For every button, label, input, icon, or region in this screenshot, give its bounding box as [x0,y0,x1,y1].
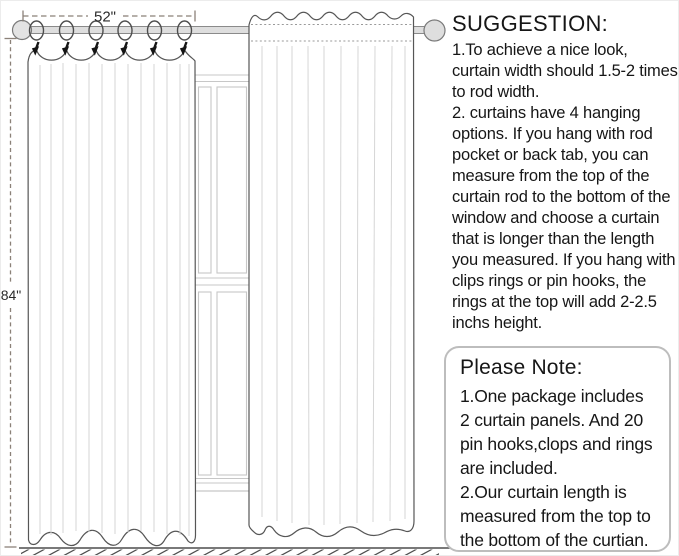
left-curtain-panel [28,50,196,546]
curtain-diagram [1,1,461,556]
rod-width-dimension [23,9,195,26]
right-curtain-panel [249,12,414,536]
pin-hook-clips [32,42,187,56]
note-box [444,346,671,552]
left-finial-icon [13,21,32,40]
window [189,75,252,491]
curtain-length-label: 84" [1,287,22,303]
note-paragraph-1: 1.One package includes 2 curtain panels. And 20 pin hooks,clops and rings are included. [460,386,653,478]
suggestion-title: SUGGESTION: [452,11,609,36]
note-title: Please Note: [460,356,583,379]
note-paragraph-2: 2.Our curtain length is measured from the top to the bottom of the curtian. [460,482,651,550]
curtain-length-dimension [1,39,21,548]
floor-hatching [21,550,439,556]
rod-width-label: 52" [93,8,117,26]
suggestion-paragraph-2: 2. curtains have 4 hanging options. If you hang with rod pocket or back tab, you can measure from the top of the curtain rod to the bottom of the window and choose a curtain that is longer than the length you measured. If you hang with clips rings or pin hooks, the rings at the top will add 2-2.5 inchs height. [452,104,676,332]
right-finial-icon [424,20,445,41]
suggestion-section [452,11,678,334]
floor [19,548,459,556]
suggestion-paragraph-1: 1.To achieve a nice look, curtain width should 1.5-2 times to rod width. [452,41,678,101]
